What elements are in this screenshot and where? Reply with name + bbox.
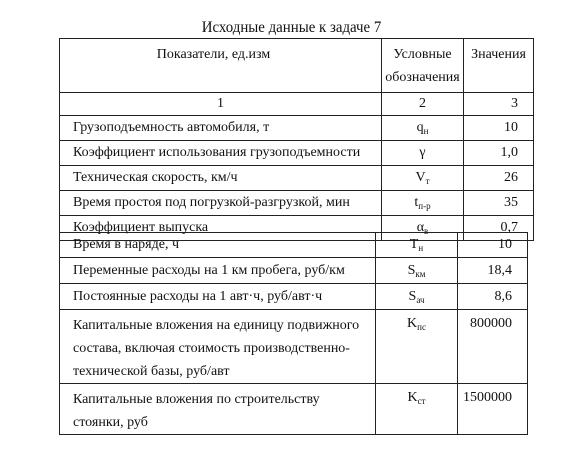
row-value: 0,7 [464,216,534,241]
table-row [60,116,534,141]
row-value: 1,0 [464,141,534,166]
row-symbol: $t_{п-р}$ [382,191,464,216]
row-label: Коэффициент использования грузоподъемности [60,141,382,166]
table-row [60,233,528,258]
table-row [60,191,534,216]
row-label: Время в наряде, ч [60,233,376,258]
row-symbol: $K_{пс}$ [376,310,458,384]
row-value: 26 [464,166,534,191]
column-number-3: 3 [464,93,534,116]
table-caption: Исходные данные к задаче 7 [201,19,382,36]
row-value: 1500000 [458,384,528,435]
row-symbol: γ [382,141,464,166]
row-value: 18,4 [458,258,528,284]
row-value: 8,6 [458,284,528,310]
column-number-2: 2 [382,93,464,116]
row-value: 10 [458,233,528,258]
row-label: Техническая скорость, км/ч [60,166,382,191]
table-row [60,384,528,435]
row-symbol: $q_н$ [382,116,464,141]
data-table-top [59,38,534,241]
row-value: 800000 [458,310,528,384]
row-symbol: $\alpha_в$ [382,216,464,241]
row-label: Капитальные вложения по строительству стоянки, руб [60,384,376,435]
numbering-row [60,93,534,116]
row-symbol: $V_т$ [382,166,464,191]
row-value: 35 [464,191,534,216]
row-label: Переменные расходы на 1 км пробега, руб/км [60,258,376,284]
row-symbol: $S_{ач}$ [376,284,458,310]
row-value: 10 [464,116,534,141]
header-indicators: Показатели, ед.изм [60,39,382,93]
table-row [60,141,534,166]
row-symbol: $K_{ст}$ [376,384,458,435]
data-table-bottom [59,232,528,435]
row-symbol: $S_{км}$ [376,258,458,284]
row-label: Время простоя под погрузкой-разгрузкой, мин [60,191,382,216]
row-label: Капитальные вложения на единицу подвижного состава, включая стоимость производственно-технической базы, руб/авт [60,310,376,384]
table-row [60,284,528,310]
table-row [60,166,534,191]
table-row [60,258,528,284]
table-row [60,310,528,384]
row-label: Постоянные расходы на 1 авт·ч, руб/авт·ч [60,284,376,310]
row-symbol: $T_н$ [376,233,458,258]
row-label: Грузоподъемность автомобиля, т [60,116,382,141]
header-row [60,39,534,93]
row-label: Коэффициент выпуска [60,216,382,241]
column-number-1: 1 [60,93,382,116]
header-values: Значения [464,39,534,93]
header-symbols: Условные обозначения [382,39,464,93]
